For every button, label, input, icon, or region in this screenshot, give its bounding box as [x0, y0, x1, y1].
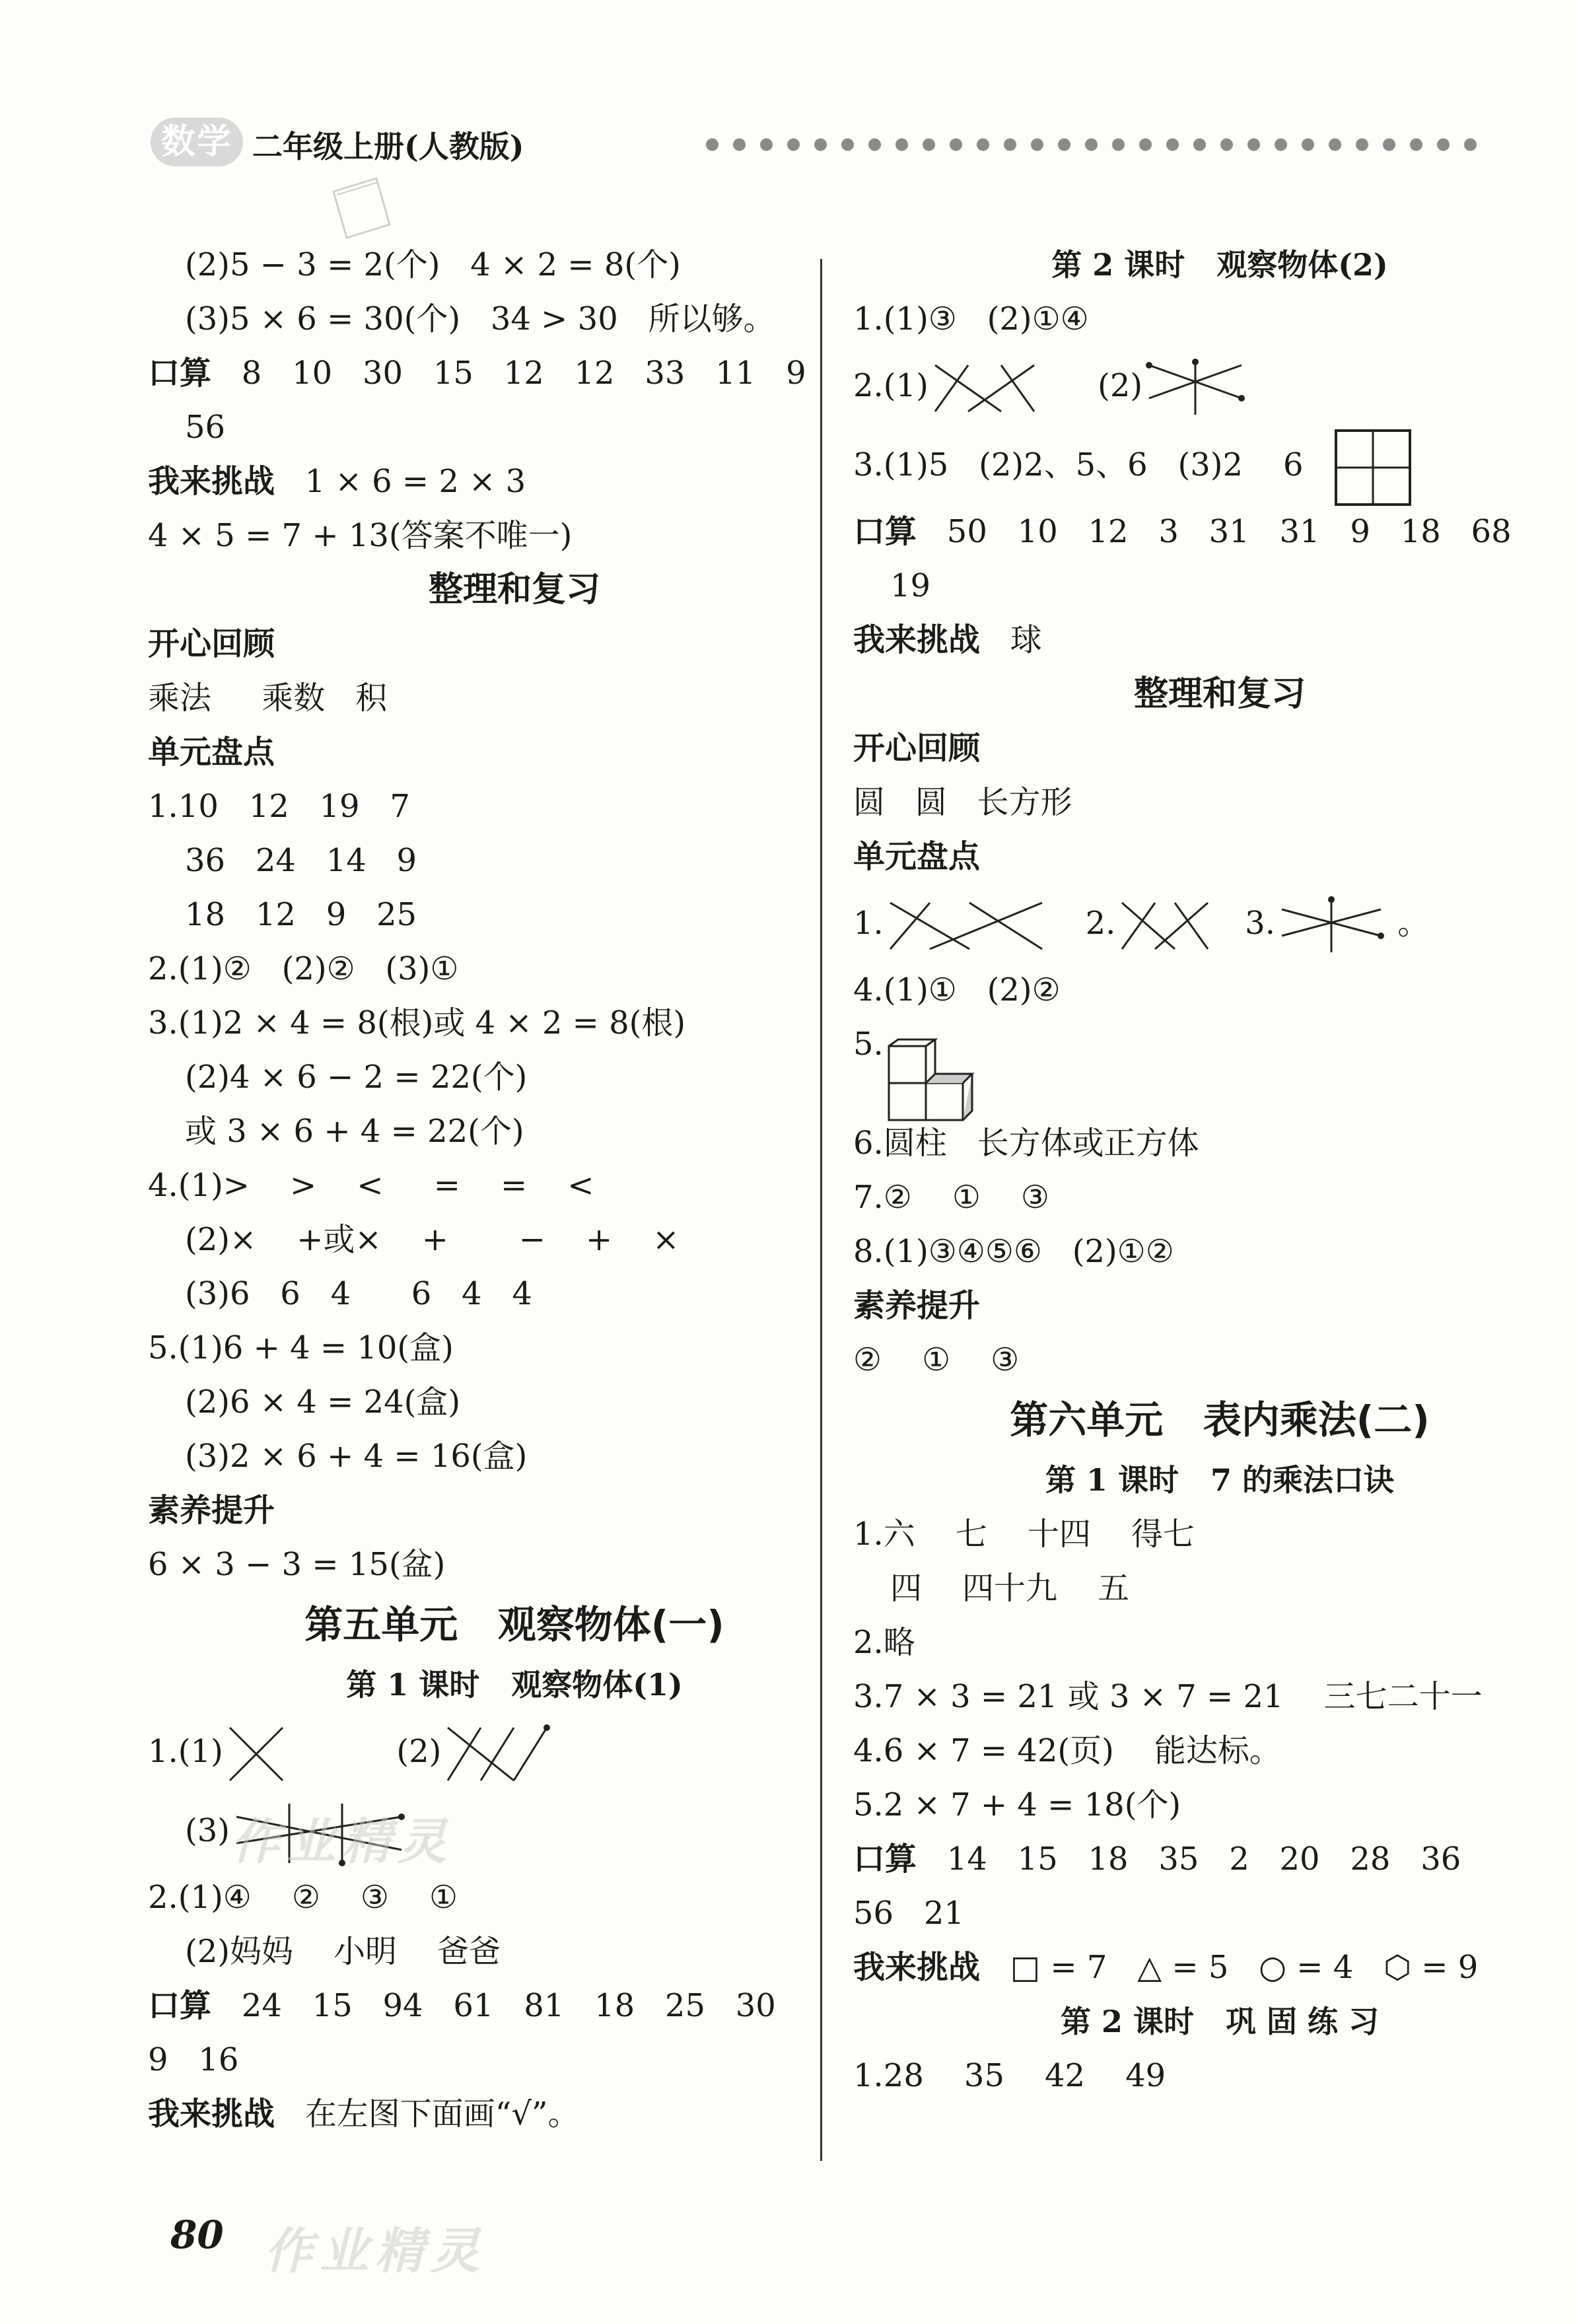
subsection-label: 开心回顾: [148, 625, 275, 662]
square-grid-figure: [1333, 428, 1413, 507]
cube-row: [853, 1017, 1577, 1116]
answer-line: 1.(1)③ (2)①④: [853, 300, 1089, 337]
answer-line: (3)6 6 4 6 4 4: [185, 1275, 532, 1312]
matching-lines-figure: [1142, 359, 1248, 418]
challenge-answer: 球: [1010, 621, 1042, 658]
answer-line: 6 × 3 − 3 = 15(盆): [148, 1546, 446, 1583]
matching-row: [853, 884, 1577, 963]
challenge-answer: 在左图下面画“√”。: [304, 2095, 580, 2132]
grade-label: 二年级上册(人教版): [252, 129, 524, 164]
answer-row: [853, 425, 1577, 505]
answer-line: (2)6 × 4 = 24(盒): [185, 1384, 461, 1421]
kousuan-row: [853, 1832, 1577, 1886]
kousuan-label: 口算: [853, 513, 917, 550]
kousuan-values: 14 15 18 35 2 20 28 36: [946, 1841, 1461, 1878]
answer-line: 36 24 14 9: [185, 842, 417, 879]
matching-lines-figure: [929, 359, 1047, 418]
lesson-title: 第 1 课时 观察物体(1): [346, 1667, 683, 1703]
cube-stack-figure: [886, 1037, 979, 1123]
answer-line: 4.(1)① (2)②: [853, 971, 1061, 1008]
unit-title: 第六单元 表内乘法(二): [1010, 1397, 1430, 1442]
answer-line: 2.(1)④ ② ③ ①: [148, 1879, 458, 1916]
question-number: 2.(1): [853, 367, 929, 404]
challenge-label: 我来挑战: [853, 1949, 981, 1986]
section-title: 整理和复习: [1133, 674, 1306, 714]
answer-text: 3.(1)5 (2)2、5、6 (3)2 6: [853, 446, 1304, 483]
challenge-row: [148, 454, 881, 509]
answer-line: 6.圆柱 长方体或正方体: [853, 1125, 1199, 1162]
answer-line: ② ① ③: [853, 1341, 1020, 1378]
matching-row: [148, 1712, 881, 1791]
watermark-text: 作业精灵: [231, 1813, 453, 1870]
challenge-answer: 1 × 6 = 2 × 3: [304, 463, 526, 500]
answer-line: (3)5 × 6 = 30(个) 34 > 30 所以够。: [185, 300, 775, 337]
answer-line: (2)× +或× + − + ×: [185, 1221, 680, 1258]
kousuan-row: [853, 505, 1577, 559]
watermark-stamp-icon: [324, 172, 403, 244]
challenge-row: [853, 1940, 1577, 1994]
page-header: [151, 118, 1491, 177]
kousuan-values: 50 10 12 3 31 31 9 18 68: [946, 513, 1512, 550]
kousuan-values: 8 10 30 15 12 12 33 11 9: [241, 355, 806, 392]
question-number: (2): [1098, 367, 1143, 404]
answer-line: 5.(1)6 + 4 = 10(盒): [148, 1329, 454, 1366]
answer-line: (2)4 × 6 − 2 = 22(个): [185, 1059, 528, 1096]
answer-line: 7.② ① ③: [853, 1179, 1049, 1216]
lesson-title: 第 1 课时 7 的乘法口诀: [1045, 1462, 1395, 1498]
answer-line: 2.略: [853, 1624, 915, 1661]
kousuan-continuation: 56 21: [853, 1895, 964, 1932]
matching-row: [853, 346, 1577, 425]
answer-line: (2)5 − 3 = 2(个) 4 × 2 = 8(个): [185, 246, 681, 283]
kousuan-label: 口算: [148, 355, 212, 392]
unit-title: 第五单元 观察物体(一): [304, 1602, 724, 1647]
subject-badge: 数学: [151, 118, 243, 166]
challenge-row: [853, 613, 1577, 667]
kousuan-label: 口算: [853, 1841, 917, 1878]
kousuan-label: 口算: [148, 1987, 212, 2024]
answer-line: 1.10 12 19 7: [148, 788, 410, 825]
lesson-title: 第 2 课时 巩 固 练 习: [1060, 2004, 1380, 2039]
answer-line: 18 12 9 25: [185, 896, 417, 933]
period-mark: 。: [1397, 905, 1430, 942]
challenge-label: 我来挑战: [853, 621, 981, 658]
lesson-title: 第 2 课时 观察物体(2): [1051, 247, 1388, 283]
kousuan-continuation: 56: [185, 409, 226, 446]
matching-lines-figure: [441, 1721, 573, 1787]
right-column: [853, 238, 1577, 2103]
answer-line: 3.(1)2 × 4 = 8(根)或 4 × 2 = 8(根): [148, 1004, 686, 1041]
subsection-label: 素养提升: [148, 1492, 275, 1529]
question-number: 1.: [853, 905, 884, 942]
page-number: 80: [170, 2212, 224, 2257]
kousuan-continuation: 19: [890, 567, 931, 604]
matching-lines-figure: [1275, 896, 1387, 956]
question-number: 2.: [1085, 905, 1116, 942]
question-number: (3): [185, 1812, 230, 1849]
answer-line: 或 3 × 6 + 4 = 22(个): [185, 1113, 524, 1150]
answer-line: (3)2 × 6 + 4 = 16(盒): [185, 1438, 528, 1475]
answer-line: 乘法 乘数 积: [148, 680, 388, 717]
kousuan-row: [148, 346, 881, 400]
matching-lines-figure: [884, 896, 1055, 956]
challenge-label: 我来挑战: [148, 463, 275, 500]
challenge-label: 我来挑战: [148, 2095, 275, 2132]
question-number: (2): [396, 1733, 442, 1770]
subsection-label: 素养提升: [853, 1287, 981, 1324]
challenge-answer: □ = 7 △ = 5 ○ = 4 ⬡ = 9: [1010, 1949, 1479, 1986]
challenge-answer-2: 4 × 5 = 7 + 13(答案不唯一): [148, 517, 573, 554]
watermark-text: 作业精灵: [264, 2223, 486, 2280]
subsection-label: 单元盘点: [853, 838, 981, 875]
kousuan-values: 24 15 94 61 81 18 25 30: [241, 1987, 776, 2024]
matching-lines-figure: [1115, 896, 1214, 956]
question-number: 5.: [853, 1026, 884, 1063]
answer-line: 8.(1)③④⑤⑥ (2)①②: [853, 1233, 1174, 1270]
challenge-row: [148, 2087, 881, 2141]
answer-line: 4.(1)> > < = = <: [148, 1167, 594, 1204]
kousuan-row: [148, 1979, 881, 2033]
answer-line: 1.六 七 十四 得七: [853, 1516, 1195, 1553]
section-title: 整理和复习: [428, 570, 600, 610]
answer-line: 四 四十九 五: [890, 1570, 1130, 1607]
answer-line: 1.28 35 42 49: [853, 2057, 1166, 2094]
answer-line: (2)妈妈 小明 爸爸: [185, 1933, 501, 1970]
answer-line: 2.(1)② (2)② (3)①: [148, 950, 459, 987]
matching-lines-figure: [223, 1721, 296, 1787]
subsection-label: 开心回顾: [853, 730, 981, 767]
answer-line: 3.7 × 3 = 21 或 3 × 7 = 21 三七二十一: [853, 1678, 1483, 1715]
question-number: 1.(1): [148, 1733, 223, 1770]
answer-line: 5.2 × 7 + 4 = 18(个): [853, 1786, 1181, 1823]
kousuan-continuation: 9 16: [148, 2041, 239, 2078]
header-dots: [699, 137, 1491, 152]
answer-line: 4.6 × 7 = 42(页) 能达标。: [853, 1732, 1281, 1769]
answer-line: 圆 圆 长方形: [853, 784, 1072, 821]
question-number: 3.: [1245, 905, 1275, 942]
subsection-label: 单元盘点: [148, 734, 275, 771]
